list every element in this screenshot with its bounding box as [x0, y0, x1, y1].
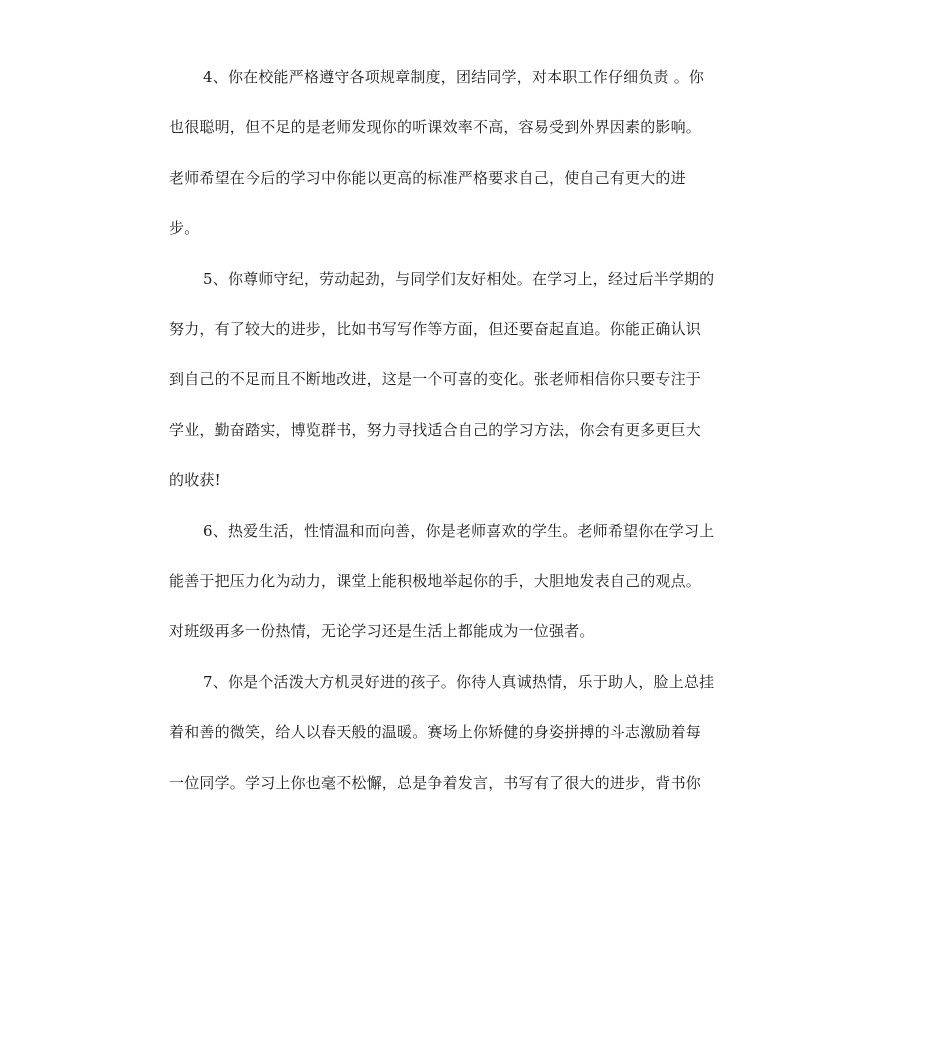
paragraph-line: 到自己的不足而且不断地改进，这是一个可喜的变化。张老师相信你只要专注于: [169, 370, 702, 389]
paragraph-line: 一位同学。学习上你也毫不松懈，总是争着发言，书写有了很大的进步，背书你: [169, 773, 702, 792]
paragraph-line: 步。: [169, 219, 200, 238]
paragraph-7: [169, 657, 781, 808]
paragraph-6: [169, 506, 781, 657]
paragraph-line: 学业，勤奋踏实，博览群书，努力寻找适合自己的学习方法，你会有更多更巨大: [169, 420, 702, 439]
paragraph-4: [169, 52, 781, 254]
paragraph-line: 老师希望在今后的学习中你能以更高的标准严格要求自己，使自己有更大的进: [169, 168, 686, 187]
paragraph-line: 4、你在校能严格遵守各项规章制度，团结同学，对本职工作仔细负责 。你: [203, 68, 705, 86]
paragraph-line: 能善于把压力化为动力，课堂上能积极地举起你的手，大胆地发表自己的观点。: [169, 572, 702, 591]
paragraph-line: 的收获!: [169, 471, 221, 490]
paragraph-line: 着和善的微笑，给人以春天般的温暖。赛场上你矫健的身姿拼搏的斗志激励着每: [169, 723, 702, 742]
paragraph-line: 5、你尊师守纪，劳动起劲，与同学们友好相处。在学习上，经过后半学期的: [203, 269, 715, 288]
paragraph-5: [169, 254, 781, 506]
paragraph-line: 对班级再多一份热情，无论学习还是生活上都能成为一位强者。: [169, 622, 595, 641]
paragraph-line: 努力，有了较大的进步，比如书写写作等方面，但还要奋起直追。你能正确认识: [169, 320, 702, 339]
document-body: [169, 52, 781, 808]
paragraph-line: 6、热爱生活，性情温和而向善，你是老师喜欢的学生。老师希望你在学习上: [203, 521, 715, 540]
paragraph-line: 7、你是个活泼大方机灵好进的孩子。你待人真诚热情，乐于助人，脸上总挂: [203, 672, 715, 691]
paragraph-line: 也很聪明，但不足的是老师发现你的听课效率不高，容易受到外界因素的影响。: [169, 118, 702, 137]
